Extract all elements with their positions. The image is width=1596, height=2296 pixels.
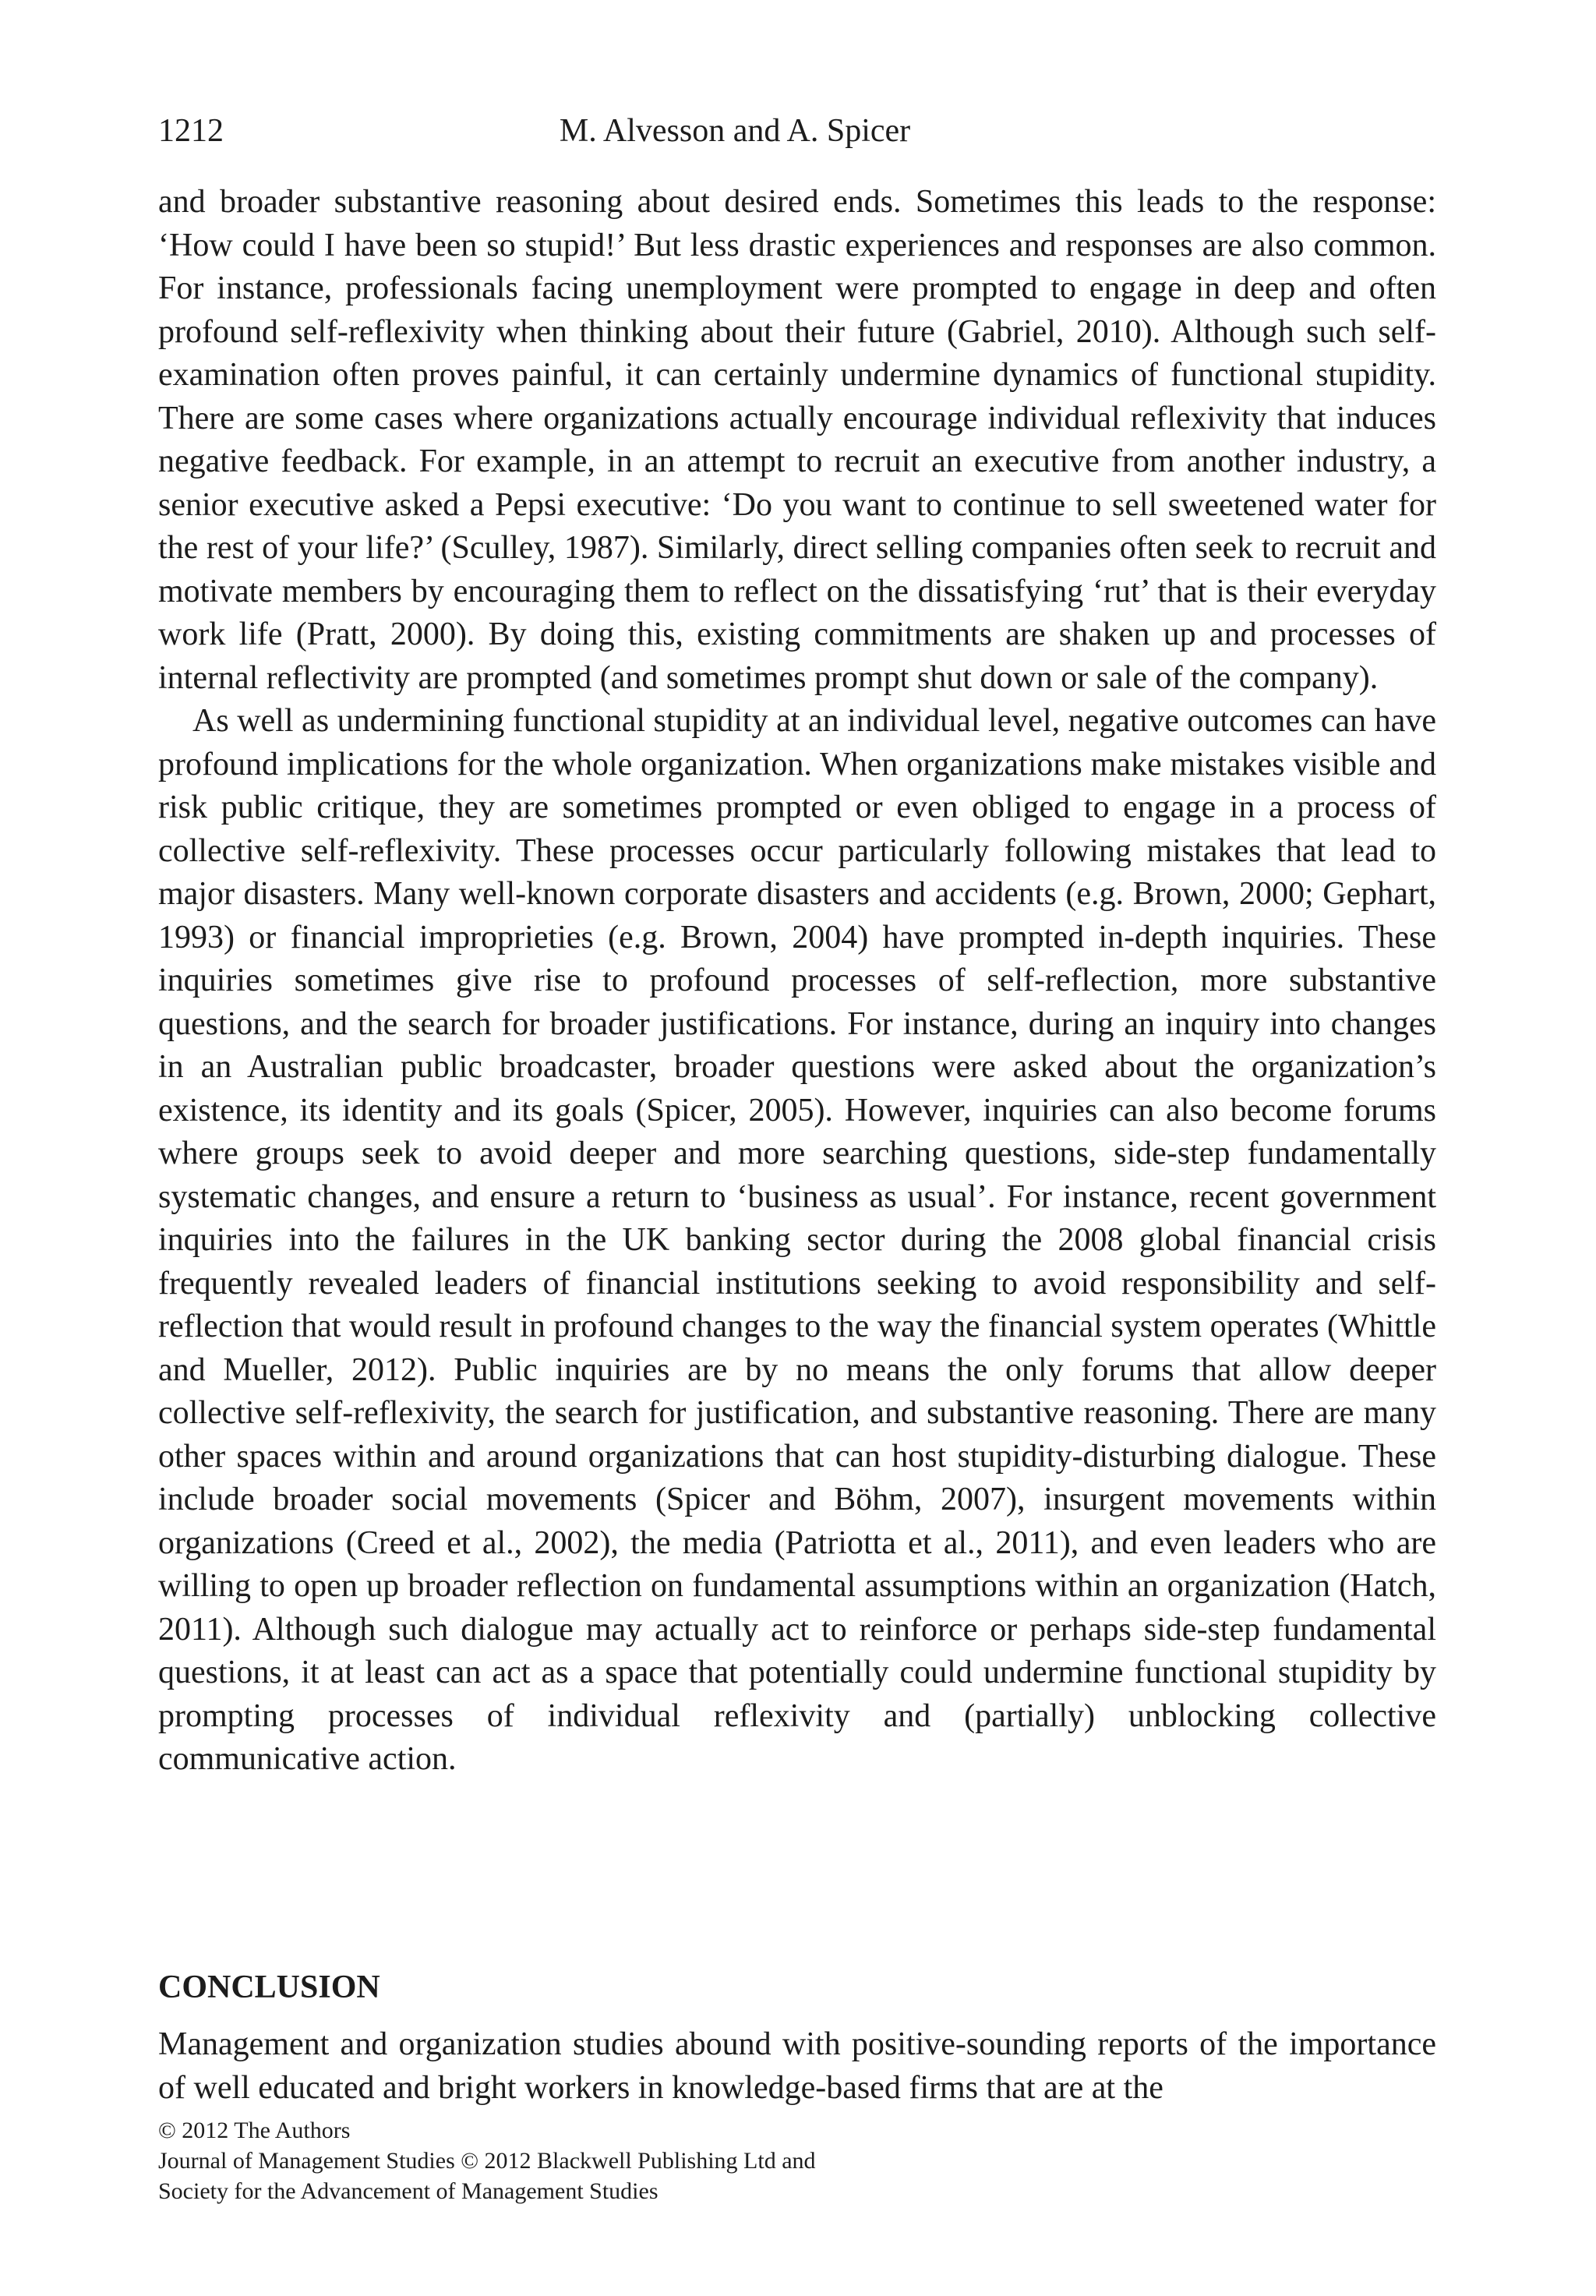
- copyright-footer: [158, 2115, 816, 2206]
- footer-society-line: Society for the Advancement of Management Studies: [158, 2178, 659, 2204]
- footer-journal-line: Journal of Management Studies © 2012 Blackwell Publishing Ltd and: [158, 2148, 816, 2174]
- footer-copyright-line: © 2012 The Authors: [158, 2118, 351, 2143]
- conclusion-paragraph: Management and organization studies abound with positive-sounding reports of the importance of well educated and bright workers in knowledge-based firms that are at the: [158, 2026, 1436, 2106]
- running-title-authors: M. Alvesson and A. Spicer: [559, 113, 911, 149]
- body-paragraph-2: As well as undermining functional stupidity at an individual level, negative outcomes can have profound implications for the whole organization. When organizations make mistakes visible and risk public critique, they are sometimes prompted or even obliged to engage in a process of collective self-reflexivity. These processes occur particularly following mistakes that lead to major disasters. Many well-known corporate disasters and accidents (e.g. Brown, 2000; Gephart, 1993) or financial improprieties (e.g. Brown, 2004) have prompted in-depth inquiries. These inquiries sometimes give rise to profound processes of self-reflection, more substantive questions, and the search for broader justifications. For instance, during an inquiry into changes in an Australian public broadcaster, broader questions were asked about the organization’s existence, its identity and its goals (Spicer, 2005). However, inquiries can also become forums where groups seek to avoid deeper and more searching questions, side-step fundamentally systematic changes, and ensure a return to ‘business as usual’. For instance, recent government inquiries into the failures in the UK banking sector during the 2008 global financial crisis frequently revealed leaders of financial institutions seeking to avoid responsibility and self-reflection that would result in profound changes to the way the financial system operates (Whittle and Mueller, 2012). Public inquiries are by no means the only forums that allow deeper collective self-reflexivity, the search for justification, and substantive reasoning. There are many other spaces within and around organizations that can host stupidity-disturbing dialogue. These include broader social movements (Spicer and Böhm, 2007), insurgent movements within organizations (Creed et al., 2002), the media (Patriotta et al., 2011), and even leaders who are willing to open up broader reflection on fundamental assumptions within an organization (Hatch, 2011). Although such dialogue may actually act to reinforce or perhaps side-step fundamental questions, it at least can act as a space that potentially could undermine functional stupidity by prompting processes of individual reflexivity and (partially) unblocking collective communicative action.: [158, 703, 1436, 1777]
- running-head: [158, 108, 1436, 154]
- body-text: [158, 181, 1436, 1782]
- section-heading-conclusion: CONCLUSION: [158, 1969, 380, 2005]
- body-paragraph-1: and broader substantive reasoning about desired ends. Sometimes this leads to the response: ‘How could I have been so stupid!’ But less drastic experiences and responses are also common. For instance, professionals facing unemployment were prompted to engage in deep and often profound self-reflexivity when thinking about their future (Gabriel, 2010). Although such self-examination often proves painful, it can certainly undermine dynamics of functional stupidity. There are some cases where organizations actually encourage individual reflexivity that induces negative feedback. For example, in an attempt to recruit an executive from another industry, a senior executive asked a Pepsi executive: ‘Do you want to continue to sell sweetened water for the rest of your life?’ (Sculley, 1987). Similarly, direct selling companies often seek to recruit and motivate members by encouraging them to reflect on the dissatisfying ‘rut’ that is their everyday work life (Pratt, 2000). By doing this, existing commitments are shaken up and processes of internal reflectivity are prompted (and sometimes prompt shut down or sale of the company).: [158, 184, 1436, 696]
- page-number: 1212: [158, 113, 224, 149]
